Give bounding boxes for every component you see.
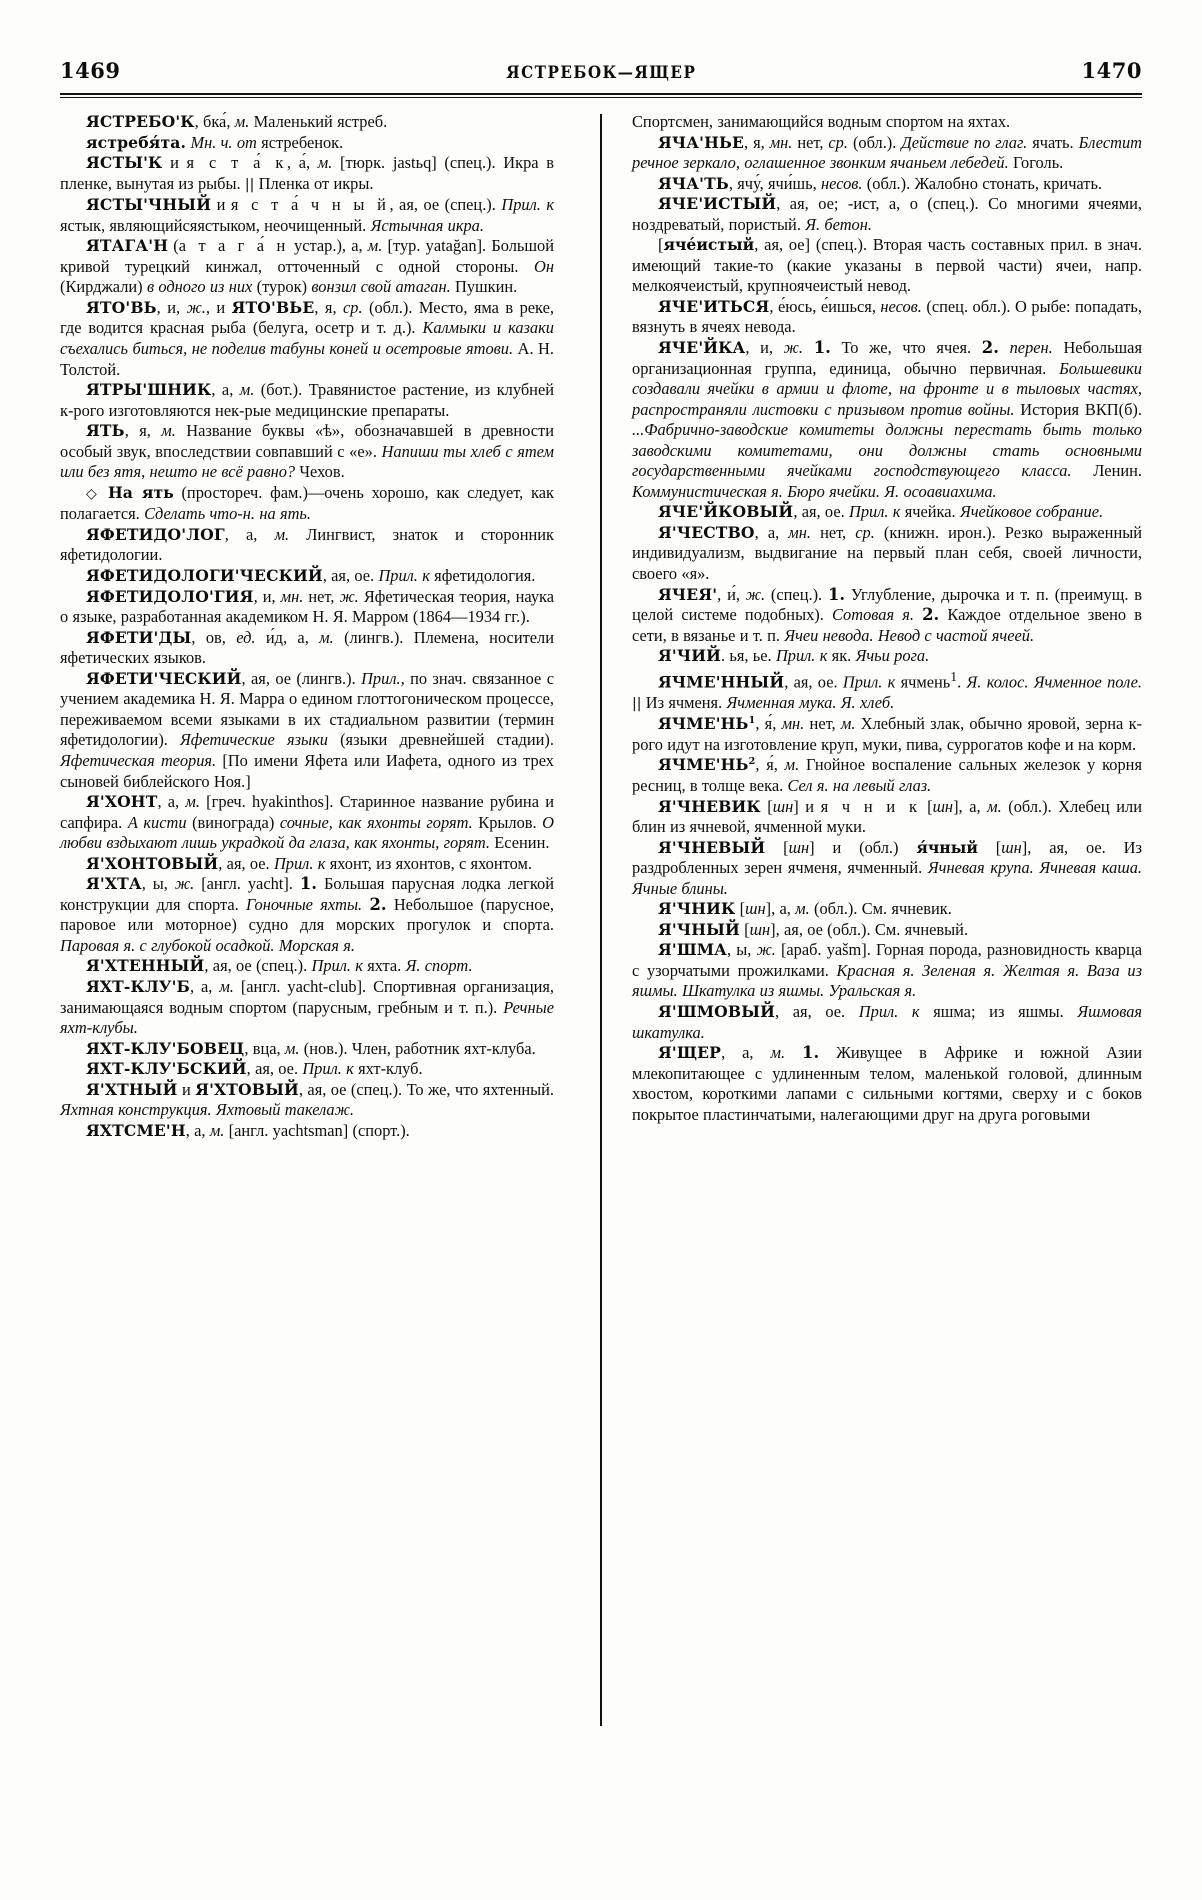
dictionary-entry: [яче́истый, ая, ое] (спец.). Вторая часть составных прил. в знач. имеющий такие-то (какие указаны в первой части) ячеи, напр. мелкоячеистый, крупноячеистый невод.: [632, 235, 1142, 296]
dictionary-entry: ЯТАГА'Н (а т а г а́ н устар.), а, м. [тур. yatağan]. Большой кривой турецкий кинжал, отточенный с одной стороны. Он (Кирджали) в одного из них (турок) вонзил свой атаган. Пушкин.: [60, 236, 554, 297]
left-column: [60, 112, 570, 1818]
folio-right: 1470: [1081, 58, 1142, 83]
dictionary-entry: Я'ХОНТ, а, м. [греч. hyakinthos]. Старинное название рубина и сапфира. А кисти (винограда) сочные, как яхонты горят. Крылов. О любви вздыхают лишь украдкой да глаза, как яхонты, горят. Есенин.: [60, 792, 555, 853]
dictionary-entry: ЯХТ-КЛУ'БОВЕЦ, вца, м. (нов.). Член, работник яхт-клуба.: [86, 1038, 536, 1058]
dictionary-entry: Спортсмен, занимающийся водным спортом на яхтах.: [632, 112, 1011, 131]
dictionary-entry: ЯЧЕ'ЙКОВЫЙ, ая, ое. Прил. к ячейка. Ячейковое собрание.: [658, 502, 1104, 522]
dictionary-entry: Я'ЧНИК [шн], а, м. (обл.). См. ячневик.: [658, 899, 952, 919]
dictionary-entry: $ЯЧМЕ'НЬ^2$, я́, м. Гнойное воспаление сальных железок у корня ресниц, в толще века. Сел я. на левый глаз.: [632, 755, 1142, 795]
dictionary-entry: Я'ХТЕННЫЙ, ая, ое (спец.). Прил. к яхта. Я. спорт.: [86, 956, 473, 976]
running-title: ЯСТРЕБОК—ЯЩЕР: [505, 63, 697, 82]
dictionary-entry: Я'ЧНЕВИК [шн] и я ч н и к [шн], а, м. (обл.). Хлебец или блин из ячневой, ячменной муки.: [632, 796, 1142, 837]
header-rule: [60, 93, 1142, 98]
dictionary-entry: ЯТРЫ'ШНИК, а, м. (бот.). Травянистое растение, из клубней к-рого изготовляются нек-рые медицинские препараты.: [60, 380, 554, 420]
dictionary-entry: Я'ХТА, ы, ж. [англ. yacht]. 1. Большая парусная лодка легкой конструкции для спорта. Гоночные яхты. 2. Небольшое (парусное, паровое или моторное) судно для морских прогулок и спорта. Паровая я. с глубокой осадкой. Морская я.: [60, 874, 554, 955]
dictionary-entry: ЯСТЫ'К и я с т а́ к, а́, м. [тюрк. jastьq] (спец.). Икра в пленке, вынутая из рыбы. || Пленка от икры.: [60, 153, 554, 193]
dictionary-entry: Я'ЧНЫЙ [шн], ая, ое (обл.). См. ячневый.: [658, 919, 969, 939]
dictionary-entry: Я'ЧИЙ. ья, ье. Прил. к як. Ячьи рога.: [658, 646, 930, 666]
dictionary-entry: ЯФЕТИ'ЧЕСКИЙ, ая, ое (лингв.). Прил., по знач. связанное с учением академика Н. Я. Марра о едином глоттогоническом процессе, переживаемом всеми языками в их стадиальном развитии (термин яфетидологии). Яфетические языки (языки древнейшей стадии). Яфетическая теория. [По имени Яфета или Иафета, одного из трех сыновей библейского Ноя.]: [60, 668, 554, 791]
dictionary-entry: ЯЧЕ'ИСТЫЙ, ая, ое; -ист, а, о (спец.). Со многими ячеями, ноздреватый, пористый. Я. бетон.: [632, 194, 1142, 234]
dictionary-entry: ЯЧЕ'ИТЬСЯ, е́юсь, е́ишься, несов. (спец. обл.). О рыбе: попадать, вязнуть в ячеях невода.: [632, 296, 1142, 337]
dictionary-entry: ЯФЕТИ'ДЫ, ов, ед. и́д, а, м. (лингв.). Племена, носители яфетических языков.: [60, 627, 554, 668]
dictionary-entry: Я'ШМА, ы, ж. [араб. yašm]. Горная порода, разновидность кварца с узорчатыми прожилками. Красная я. Зеленая я. Желтая я. Ваза из яшмы. Шкатулка из яшмы. Уральская я.: [632, 940, 1142, 1001]
dictionary-entry: ЯЧА'НЬЕ, я, мн. нет, ср. (обл.). Действие по глаг. ячать. Блестит речное зеркало, оглашенное звонким ячаньем лебедей. Гоголь.: [632, 132, 1143, 173]
dictionary-entry: Я'ЩЕР, а, м. 1. Живущее в Африке и южной Азии млекопитающее с удлиненным телом, маленькой головой, длинным хвостом, короткими лапами с сильными когтями, сверху и с боков покрытое пластинчатыми, налегающими друг на друга роговыми: [632, 1043, 1142, 1124]
dictionary-entry: ЯХТ-КЛУ'Б, а, м. [англ. yacht-club]. Спортивная организация, занимающаяся водным спортом (парусным, гребным и т. п.). Речные яхт-клубы.: [60, 976, 554, 1038]
dictionary-entry: ЯФЕТИДОЛОГИ'ЧЕСКИЙ, ая, ое. Прил. к яфетидология.: [86, 566, 536, 586]
dictionary-entry: $ЯЧМЕ'НЬ^1$, я́, мн. нет, м. Хлебный злак, обычно яровой, зерна к-рого идут на изготовление круп, муки, пива, суррогатов кофе и на корм.: [632, 714, 1142, 754]
right-column: [632, 112, 1142, 1818]
dictionary-entry: ЯТЬ, я, м. Название буквы «ѣ», обозначавшей в древности особый звук, впоследствии совпавший с «е». Напиши ты хлеб с ятем или без ятя, нешто не всё равно? Чехов.: [60, 421, 555, 482]
dictionary-entry: Я'ЧНЕВЫЙ [шн] и (обл.) я́чный [шн], ая, ое. Из раздробленных зерен ячменя, ячменный. Ячневая крупа. Ячневая каша. Ячные блины.: [632, 837, 1143, 898]
column-container: [60, 112, 1142, 1818]
dictionary-entry: ЯЧЕ'ЙКА, и, ж. 1. То же, что ячея. 2. перен. Небольшая организационная группа, единица, обычно первичная. Большевики создавали ячейки в армии и флоте, на фронте и в тыловых частях, распространяли листовки с призывом против войны. История ВКП(б). ...Фабрично-заводские комитеты должны перестать быть только заводскими комитетами, они должны стать основными государственными ячейками господствующего класса. Ленин. Коммунистическая я. Бюро ячейки. Я. осоавиахима.: [632, 338, 1142, 501]
column-divider-rule: [600, 114, 602, 1726]
dictionary-entry: ◇ На ять (простореч. фам.)—очень хорошо, как следует, как полагается. Сделать что-н. на ять.: [60, 482, 554, 524]
dictionary-entry: Я'ХОНТОВЫЙ, ая, ое. Прил. к яхонт, из яхонтов, с яхонтом.: [86, 853, 532, 873]
dictionary-entry: Я'ШМОВЫЙ, ая, ое. Прил. к яшма; из яшмы. Яшмовая шкатулка.: [632, 1001, 1143, 1042]
column-gutter: [570, 112, 632, 1818]
dictionary-entry: ястребя́та. Мн. ч. от ястребенок.: [86, 132, 344, 152]
dictionary-entry: ЯЧМЕ'ННЫЙ, ая, ое. Прил. к ячмень$^1$. Я. колос. Ячменное поле. || Из ячменя. Ячменная мука. Я. хлеб.: [632, 668, 1143, 712]
folio-left: 1469: [60, 58, 121, 83]
dictionary-entry: ЯСТЫ'ЧНЫЙ и я с т а́ ч н ы й, ая, ое (спец.). Прил. к ястык, являющийсяястыком, неочищенный. Ястычная икра.: [60, 195, 555, 235]
dictionary-entry: ЯХТСМЕ'Н, а, м. [англ. yachtsman] (спорт.).: [86, 1120, 410, 1140]
dictionary-entry: ЯЧА'ТЬ, ячу́, ячи́шь, несов. (обл.). Жалобно стонать, кричать.: [658, 173, 1103, 193]
dictionary-entry: ЯТО'ВЬ, и, ж., и ЯТО'ВЬЕ, я, ср. (обл.). Место, яма в реке, где водится красная рыба (белуга, осетр и т. д.). Калмыки и казаки съехались биться, не поделив табуны коней и осетровые ятови. А. Н. Толстой.: [60, 297, 554, 379]
dictionary-entry: ЯФЕТИДО'ЛОГ, а, м. Лингвист, знаток и сторонник яфетидологии.: [60, 524, 554, 565]
dictionary-entry: ЯФЕТИДОЛО'ГИЯ, и, мн. нет, ж. Яфетическая теория, наука о языке, разработанная академиком Н. Я. Марром (1864—1934 гг.).: [60, 586, 555, 627]
dictionary-entry: ЯСТРЕБО'К, бка́, м. Маленький ястреб.: [86, 112, 388, 131]
dictionary-entry: Я'ЧЕСТВО, а, мн. нет, ср. (книжн. ирон.). Резко выраженный индивидуализм, выдвигание на первый план себя, своей личности, своего «я».: [632, 522, 1142, 584]
dictionary-entry: Я'ХТНЫЙ и Я'ХТОВЫЙ, ая, ое (спец.). То же, что яхтенный. Яхтная конструкция. Яхтовый такелаж.: [60, 1079, 554, 1120]
running-head: [60, 58, 1142, 88]
dictionary-entry: ЯХТ-КЛУ'БСКИЙ, ая, ое. Прил. к яхт-клуб.: [86, 1059, 423, 1079]
dictionary-entry: ЯЧЕЯ', и́, ж. (спец.). 1. Углубление, дырочка и т. п. (преимущ. в целой системе подобных). Сотовая я. 2. Каждое отдельное звено в сети, в вязанье и т. п. Ячеи невода. Невод с частой ячеей.: [632, 584, 1142, 645]
